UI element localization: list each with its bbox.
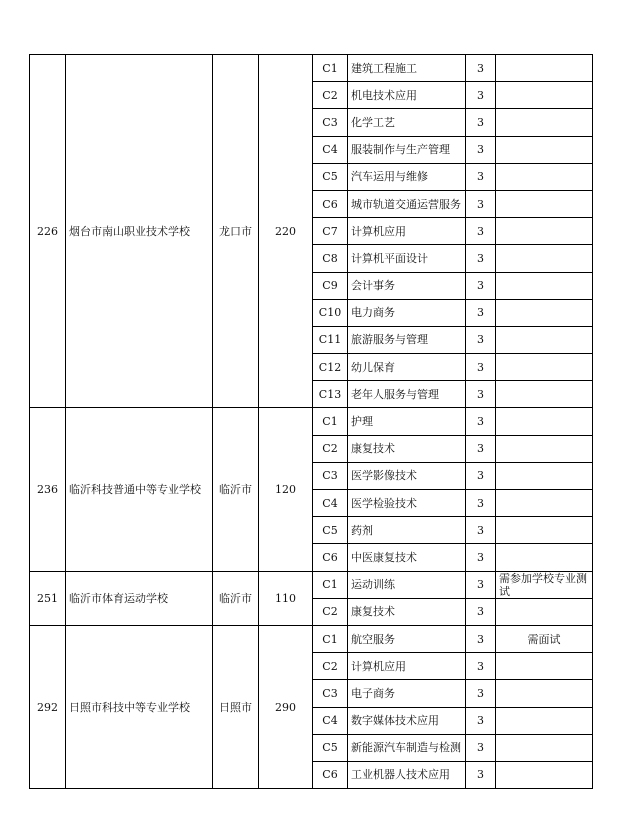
major-name: 康复技术 — [348, 435, 466, 462]
major-name: 医学影像技术 — [348, 462, 466, 489]
major-code: C3 — [313, 109, 348, 136]
school-id: 292 — [30, 625, 66, 788]
major-years: 3 — [466, 544, 496, 571]
table-row — [30, 408, 593, 435]
major-note — [496, 408, 593, 435]
major-years: 3 — [466, 55, 496, 82]
major-note — [496, 55, 593, 82]
major-name: 机电技术应用 — [348, 82, 466, 109]
major-code: C6 — [313, 544, 348, 571]
major-code: C1 — [313, 571, 348, 598]
major-note — [496, 245, 593, 272]
major-note — [496, 272, 593, 299]
school-quota: 120 — [259, 408, 313, 571]
major-note — [496, 598, 593, 625]
major-note — [496, 381, 593, 408]
table-row — [30, 625, 593, 652]
major-code: C2 — [313, 598, 348, 625]
major-note — [496, 734, 593, 761]
major-years: 3 — [466, 109, 496, 136]
major-code: C2 — [313, 82, 348, 109]
major-note — [496, 653, 593, 680]
school-city: 临沂市 — [213, 408, 259, 571]
major-code: C4 — [313, 707, 348, 734]
major-years: 3 — [466, 381, 496, 408]
major-name: 会计事务 — [348, 272, 466, 299]
major-name: 城市轨道交通运营服务 — [348, 190, 466, 217]
major-note — [496, 109, 593, 136]
major-name: 航空服务 — [348, 625, 466, 652]
major-note — [496, 761, 593, 788]
major-years: 3 — [466, 299, 496, 326]
major-years: 3 — [466, 625, 496, 652]
admissions-table — [29, 54, 593, 789]
school-quota: 290 — [259, 625, 313, 788]
major-note — [496, 517, 593, 544]
major-name: 护理 — [348, 408, 466, 435]
school-id: 236 — [30, 408, 66, 571]
major-years: 3 — [466, 734, 496, 761]
major-years: 3 — [466, 245, 496, 272]
major-code: C1 — [313, 625, 348, 652]
major-code: C10 — [313, 299, 348, 326]
major-years: 3 — [466, 462, 496, 489]
major-note: 需参加学校专业测试 — [496, 571, 593, 598]
major-years: 3 — [466, 136, 496, 163]
table-row — [30, 571, 593, 598]
major-note — [496, 326, 593, 353]
major-note — [496, 544, 593, 571]
school-city: 临沂市 — [213, 571, 259, 625]
major-note — [496, 218, 593, 245]
major-code: C13 — [313, 381, 348, 408]
major-note — [496, 707, 593, 734]
major-note: 需面试 — [496, 625, 593, 652]
major-name: 计算机平面设计 — [348, 245, 466, 272]
major-name: 运动训练 — [348, 571, 466, 598]
major-code: C3 — [313, 680, 348, 707]
major-code: C6 — [313, 190, 348, 217]
school-id: 251 — [30, 571, 66, 625]
major-name: 工业机器人技术应用 — [348, 761, 466, 788]
major-name: 电力商务 — [348, 299, 466, 326]
major-years: 3 — [466, 190, 496, 217]
major-years: 3 — [466, 435, 496, 462]
major-code: C4 — [313, 136, 348, 163]
major-years: 3 — [466, 354, 496, 381]
major-note — [496, 163, 593, 190]
major-years: 3 — [466, 82, 496, 109]
school-name: 日照市科技中等专业学校 — [66, 625, 213, 788]
major-name: 计算机应用 — [348, 218, 466, 245]
major-name: 医学检验技术 — [348, 490, 466, 517]
major-name: 建筑工程施工 — [348, 55, 466, 82]
major-code: C6 — [313, 761, 348, 788]
major-name: 中医康复技术 — [348, 544, 466, 571]
major-note — [496, 82, 593, 109]
major-code: C1 — [313, 408, 348, 435]
school-id: 226 — [30, 55, 66, 408]
major-code: C8 — [313, 245, 348, 272]
school-name: 临沂市体育运动学校 — [66, 571, 213, 625]
major-years: 3 — [466, 326, 496, 353]
major-years: 3 — [466, 653, 496, 680]
major-name: 计算机应用 — [348, 653, 466, 680]
major-note — [496, 435, 593, 462]
major-name: 老年人服务与管理 — [348, 381, 466, 408]
school-name: 临沂科技普通中等专业学校 — [66, 408, 213, 571]
major-years: 3 — [466, 163, 496, 190]
school-city: 龙口市 — [213, 55, 259, 408]
major-name: 电子商务 — [348, 680, 466, 707]
major-code: C12 — [313, 354, 348, 381]
major-code: C5 — [313, 517, 348, 544]
major-years: 3 — [466, 490, 496, 517]
major-name: 新能源汽车制造与检测 — [348, 734, 466, 761]
major-years: 3 — [466, 680, 496, 707]
major-note — [496, 462, 593, 489]
major-note — [496, 680, 593, 707]
major-name: 汽车运用与维修 — [348, 163, 466, 190]
major-years: 3 — [466, 761, 496, 788]
major-code: C5 — [313, 734, 348, 761]
major-note — [496, 354, 593, 381]
major-name: 康复技术 — [348, 598, 466, 625]
major-years: 3 — [466, 218, 496, 245]
major-years: 3 — [466, 571, 496, 598]
major-years: 3 — [466, 707, 496, 734]
major-name: 化学工艺 — [348, 109, 466, 136]
major-note — [496, 190, 593, 217]
major-name: 数字媒体技术应用 — [348, 707, 466, 734]
major-code: C2 — [313, 653, 348, 680]
table-row — [30, 55, 593, 82]
major-years: 3 — [466, 408, 496, 435]
school-quota: 220 — [259, 55, 313, 408]
school-city: 日照市 — [213, 625, 259, 788]
major-name: 服装制作与生产管理 — [348, 136, 466, 163]
major-years: 3 — [466, 517, 496, 544]
major-note — [496, 299, 593, 326]
major-note — [496, 490, 593, 517]
school-quota: 110 — [259, 571, 313, 625]
school-name: 烟台市南山职业技术学校 — [66, 55, 213, 408]
major-code: C11 — [313, 326, 348, 353]
major-code: C4 — [313, 490, 348, 517]
major-name: 幼儿保育 — [348, 354, 466, 381]
major-code: C2 — [313, 435, 348, 462]
major-code: C3 — [313, 462, 348, 489]
major-name: 旅游服务与管理 — [348, 326, 466, 353]
major-code: C5 — [313, 163, 348, 190]
major-code: C1 — [313, 55, 348, 82]
major-years: 3 — [466, 272, 496, 299]
major-code: C9 — [313, 272, 348, 299]
major-years: 3 — [466, 598, 496, 625]
major-note — [496, 136, 593, 163]
major-name: 药剂 — [348, 517, 466, 544]
major-code: C7 — [313, 218, 348, 245]
